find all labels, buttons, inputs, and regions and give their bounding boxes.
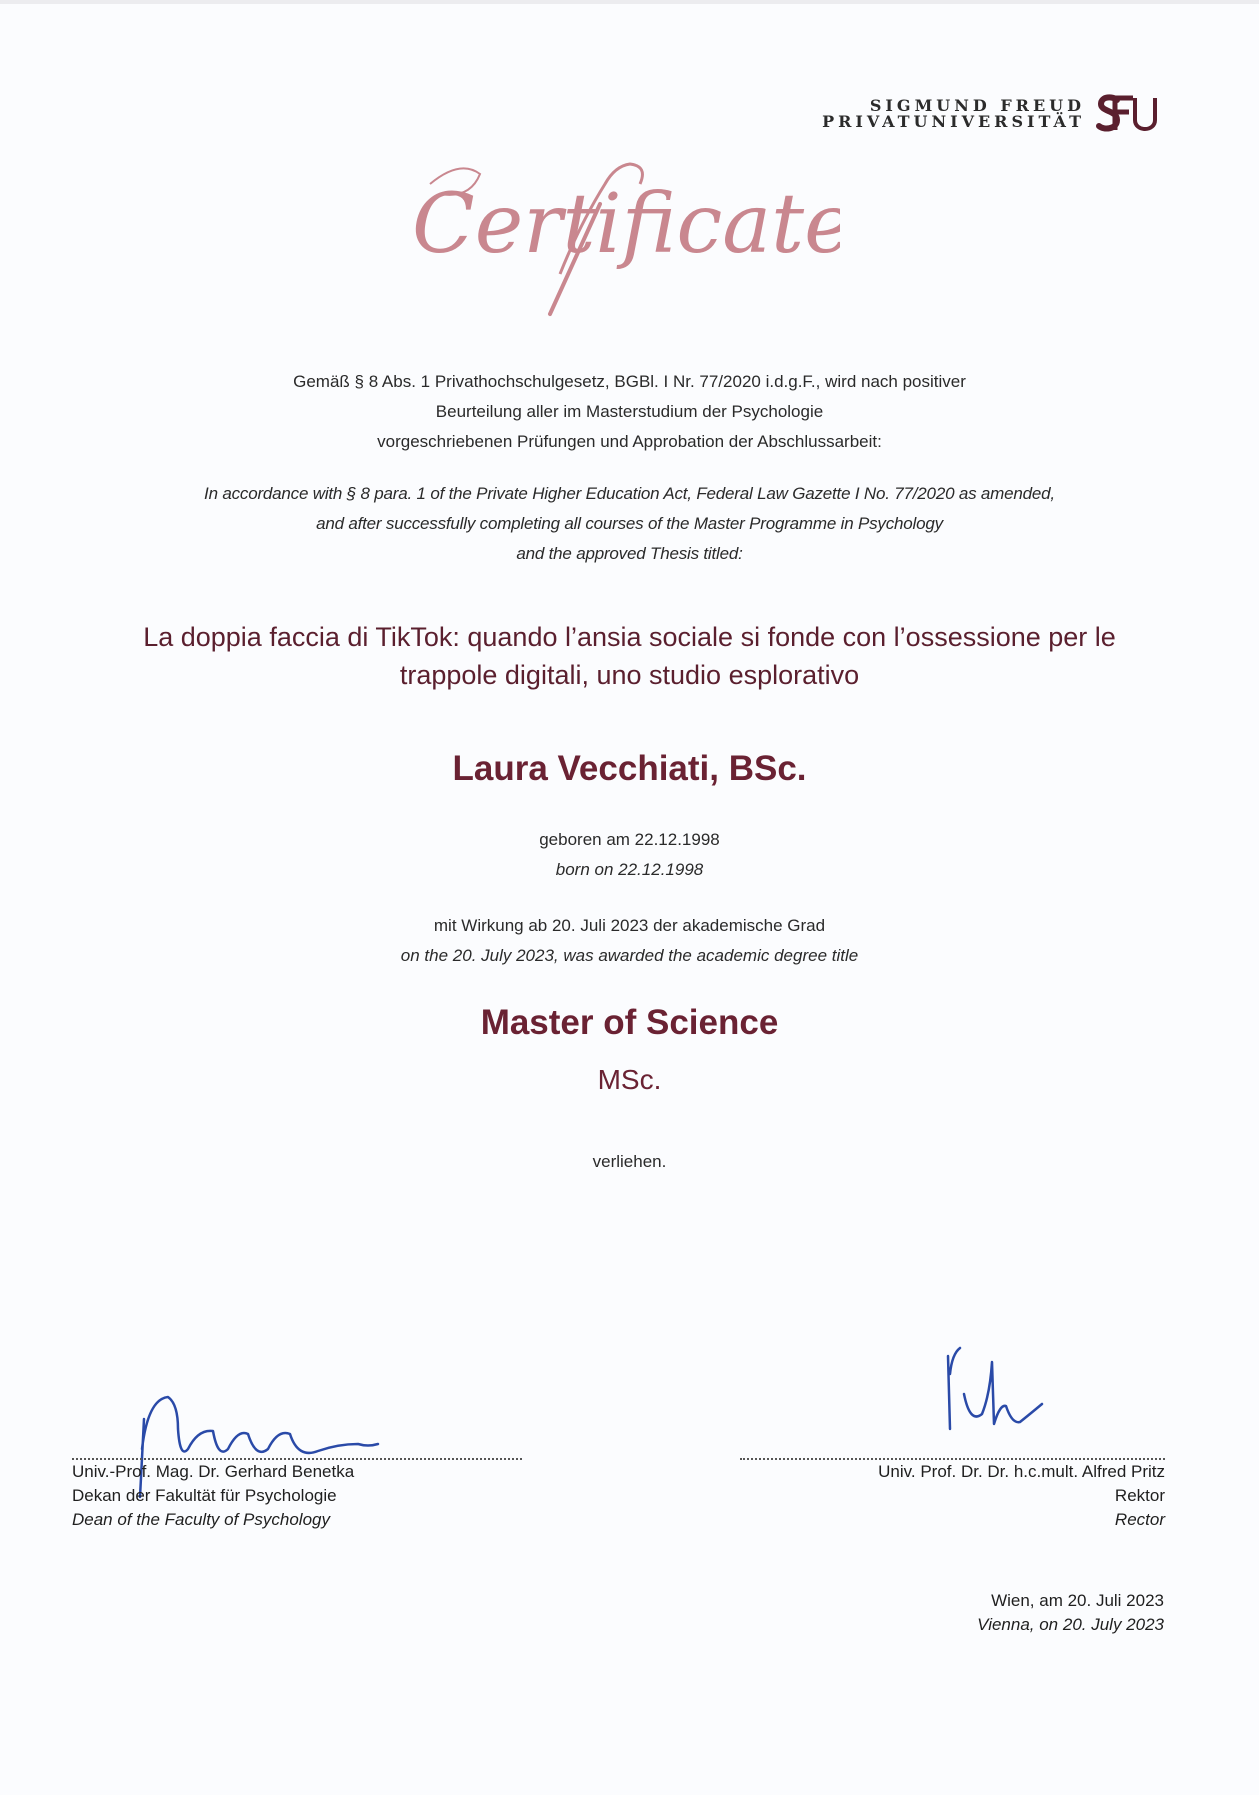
preamble-en-line: In accordance with § 8 para. 1 of the Private Higher Education Act, Federal Law Gazette I No. 77/2020 as amended, — [204, 484, 1055, 503]
dean-role-german: Dekan der Fakultät für Psychologie — [72, 1486, 337, 1505]
preamble-german — [0, 367, 1259, 457]
birth-date-english: born on 22.12.1998 — [555, 860, 704, 879]
thesis-title: La doppia faccia di TikTok: quando l’ansia sociale si fonde con l’ossessione per le trappole digitali, uno studio esplorativo — [143, 622, 1116, 690]
birth-date-german: geboren am 22.12.1998 — [539, 830, 720, 849]
preamble-de-line: Gemäß § 8 Abs. 1 Privathochschulgesetz, BGBl. I Nr. 77/2020 i.d.g.F., wird nach positiver — [293, 372, 966, 391]
preamble-en-line: and the approved Thesis titled: — [516, 544, 743, 563]
sfu-logo-icon — [1095, 94, 1159, 134]
place-and-date — [977, 1589, 1164, 1637]
rector-signature-block — [740, 1334, 1165, 1532]
graduate-name: Laura Vecchiati, BSc. — [452, 749, 807, 788]
university-logo — [822, 94, 1159, 134]
place-date-german: Wien, am 20. Juli 2023 — [991, 1591, 1164, 1610]
closing-statement: verliehen. — [592, 1152, 667, 1171]
university-name-line1: SIGMUND FREUD — [869, 96, 1085, 115]
university-name — [822, 98, 1085, 130]
preamble-english — [0, 479, 1259, 569]
dean-signature-block — [72, 1384, 522, 1532]
degree-abbreviation: MSc. — [597, 1064, 662, 1095]
award-statement-english: on the 20. July 2023, was awarded the academic degree title — [400, 946, 859, 965]
dean-role-english: Dean of the Faculty of Psychology — [72, 1510, 330, 1529]
university-name-line2: PRIVATUNIVERSITÄT — [822, 112, 1085, 131]
preamble-de-line: Beurteilung aller im Masterstudium der Psychologie — [435, 402, 824, 421]
preamble-en-line: and after successfully completing all courses of the Master Programme in Psychology — [316, 514, 943, 533]
place-date-english: Vienna, on 20. July 2023 — [977, 1615, 1164, 1634]
award-statement-german: mit Wirkung ab 20. Juli 2023 der akademische Grad — [433, 916, 826, 935]
certificate-page — [0, 4, 1259, 1795]
rector-role-german: Rektor — [1114, 1486, 1165, 1505]
rector-role-english: Rector — [1114, 1510, 1165, 1529]
rector-name: Univ. Prof. Dr. Dr. h.c.mult. Alfred Pritz — [878, 1462, 1165, 1481]
dean-name: Univ.-Prof. Mag. Dr. Gerhard Benetka — [72, 1462, 355, 1481]
certificate-title — [400, 144, 840, 324]
certificate-script-icon — [400, 144, 840, 324]
preamble-de-line: vorgeschriebenen Prüfungen und Approbation der Abschlussarbeit: — [377, 432, 882, 451]
svg-text:Certificate: Certificate — [412, 177, 840, 272]
degree-title: Master of Science — [480, 1003, 779, 1042]
